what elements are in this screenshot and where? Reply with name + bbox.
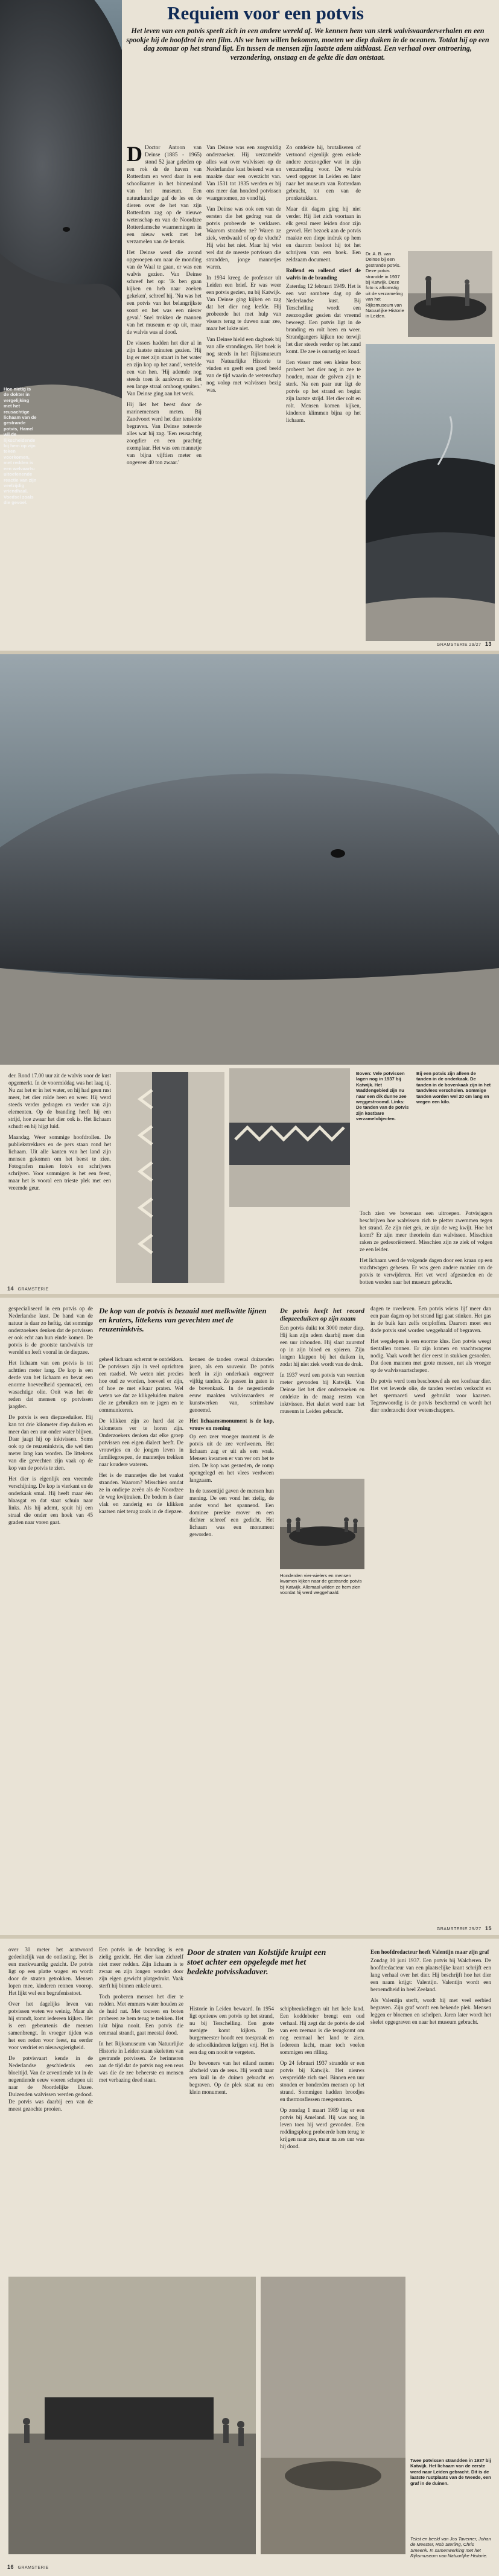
col3-para-3: Zaterdag 12 februari 1949. Het is een wat sombere dag op de Nederlandse kust. Bij Terschelling wordt een zeezoogdier gezien dat vreemd beweegt. Een potvis ligt in de branding en rolt heen en weer. Strandgangers kijken toe terwijl het dier steeds verder op het zand komt. De zee is onrustig en koud.: [286, 283, 361, 354]
colL-para-2: Maandag. Weer sommige hoofdrollen. De publiekstrekkers en de pers staan rond het lichaam. Uit alle kanten van het land zijn mensen gekomen om het beest te zien. Fotografen maken foto's en schrijvers schrijven. Voor sommigen is het een feest, maar het is vooral een trieste plek met een vreemde geur.: [8, 1134, 111, 1191]
col3-para-1: Zo ontdekte hij, brutaliseren of vertoond eigenlijk geen enkele andere zeezoogdier wat in zijn verzameling voor. De walvis werd opgezet in Leiden en later naar het museum van Rotterdam gebracht, tot een van de pronkstukken.: [286, 144, 361, 201]
folio-label: GRAMSTERIE: [17, 2566, 49, 2570]
col3-para-3: In de tussentijd gaven de mensen hun mening. De een vond het zielig, de ander vond het spannend. Een dominee preekte erover en een dichter schreef een gedicht. Het lichaam was een monument geworden.: [189, 1488, 274, 1537]
col2-para-2: Van Deinse was ook een van de eersten die het gedrag van de potvis probeerde te verklaren. Waarom stranden ze? Waren ze ziek, verdwaald of op de vlucht? Hij wist het niet. Maar hij wist wel dat de meeste potvissen die strandden, jonge mannetjes waren.: [206, 206, 281, 270]
procession-photo: [8, 2277, 256, 2554]
col1-para-2: Het lichaam van een potvis is tot achttien meter lang. De kop is een derde van het lichaam en bevat een enorme hoeveelheid spermaceti, een wasachtige olie. Ooit was het de reden dat mensen op potvissen jaagden.: [8, 1360, 93, 1409]
spread-page-14: [0, 654, 499, 1294]
caption-grave-photo: Twee potvissen strandden in 1937 bij Katwijk. Het lichaam van de eerste werd naar Leiden gebracht. Dit is de laatste rustplaats van de tweede, een graf in de duinen.: [410, 2458, 491, 2486]
caption-van-deinse-photo: Dr. A. B. van Deinse bij een gestrande potvis. Deze potvis strandde in 1937 bij Katwijk. Deze foto is afkomstig uit de verzameling van het Rijksmuseum van Natuurlijke Historie in Leiden.: [366, 251, 404, 319]
col1-para-2: Het Deinse werd die avond opgeroepen om naar de monding van de Waal te gaan, er was een walvis gezien. Van Deinse schreef het op: 'Ik ben gaan kijken en heb naar zoeken gekeken', schreef hij. 'Nu was het een potvis van het belangrijkste soort en het was een nieuw geval.' Snel trokken de mannen van het museum er op uit, maar de walvis was al dood.: [127, 249, 202, 335]
col2-para-2: Toch proberen mensen het dier te redden. Met emmers water houden ze de huid nat. Met touwen en boten proberen ze hem terug te trekken. Het lukt bijna nooit. Een potvis die eenmaal strandt, gaat meestal dood.: [99, 1994, 183, 2036]
col3-para-2: Maar dit dagen ging hij niet verder. Hij liet zich voortaan in elk geval meer leiden door zijn gevoel. Het bezoek aan de potvis maakte een diepe indruk op hem en daarom besloot hij tot het schrijven van een boek. Een zeldzaam document.: [286, 206, 361, 263]
column-4: [280, 1305, 364, 1418]
col5-para-3: De potvis werd toen beschouwd als een kostbaar dier. Het vet leverde olie, de tanden werden verkocht en het spermaceti werd gebruikt voor kaarsen. Tegenwoordig is de potvis beschermd en wordt het dier onderzocht door wetenschappers.: [370, 1378, 491, 1413]
folio-page-16: [7, 2564, 49, 2570]
col5-para-1: Zondag 10 juni 1937. Een potvis bij Walcheren. De hoofdredacteur van een plaatselijke krant schrijft een lang verhaal over het dier. Hij beschrijft hoe het dier een naam krijgt: Valentijn. Valentijn wordt een beroemdheid in heel Zeeland.: [370, 1957, 491, 1992]
col2-para-1: Een potvis in de branding is een zielig gezicht. Het dier kan zichzelf niet meer redden. Zijn lichaam is te zwaar en zijn longen worden door zijn eigen gewicht platgedrukt. Vaak sterft hij binnen enkele uren.: [99, 1946, 183, 1989]
page-number: 16: [7, 2564, 14, 2570]
col1-para-3: De vissers hadden het dier al in zijn laatste minuten gezien. 'Hij lag er met zijn staart in het water en zijn kop op het zand', vertelde een van hen. 'Hij ademde nog steeds toen ik aankwam en liet een lange straal omhoog spuiten.' Van Deinse ging aan het werk.: [127, 340, 202, 397]
column-1: [127, 144, 202, 470]
spread-page-13: [0, 0, 499, 651]
caption-jaw-photo: Boven: Vele potvissen lagen nog in 1937 bij Katwijk. Het Waddengebied zijn nu naar een dik dunne zee weggestroomd. Links: De tanden van de potvis zijn kostbare verzamelobjecten.: [356, 1071, 409, 1122]
caption-crowd-photo: Honderden vier-wielers en mensen kwamen kijken naar de gestrande potvis bij Katwijk. Allemaal wilden ze hem zien voordat hij werd weggehaald.: [280, 1573, 362, 1596]
van-deinse-photo: [408, 251, 492, 337]
article-intro: Het leven van een potvis speelt zich in een andere wereld af. We kennen hem van sterk walvisvaarderverhalen en een spookje hij de hoofdrol in een film. Als we hem willen bekomen, moeten we diep duiken in de oceanen. Totdat hij op een dag zomaar op het strand ligt. En tussen de mensen zijn laatste adem uitblaast. Een verhaal over ontroering, verzondering, onstaag en de gekte die dan ontstaat.: [126, 27, 489, 62]
col1-para-4: Het dier is eigenlijk een vreemde verschijning. De kop is vierkant en de onderkaak smal. Hij heeft maar één blaasgat en dat staat schuin naar links. Als hij ademt, spuit hij een straal die onder een hoek van 45 graden naar voren gaat.: [8, 1476, 93, 1525]
folio-label: GRAMSTERIE 29/27: [436, 1927, 482, 1931]
column-right: [360, 1210, 492, 1289]
grave-photo: [261, 2277, 405, 2554]
teeth-closeup-photo: [116, 1072, 224, 1283]
col2-para-3: Het is de mannetjes die het vaakst stranden. Waarom? Misschien omdat ze in ondiepe zeeën als de Noordzee de weg kwijtraken. De bodem is daar vlak en zanderig en de klikken kaatsen niet terug zoals in de diepzee.: [99, 1472, 183, 1514]
column-2: [99, 1946, 183, 2087]
column-3: [286, 144, 361, 427]
folio-page-14: [7, 1286, 49, 1292]
column-2: [206, 144, 281, 397]
col5-para-2: Als Valentijn sterft, wordt hij met veel eerbied begraven. Zijn graf wordt een bekende plek. Mensen leggen er bloemen en schelpen. Jaren later wordt het skelet opgegraven en naar het museum gebracht.: [370, 1997, 491, 2025]
col5-para-1: dagen te overleven. Een potvis wiens lijf meer dan een paar dagen op het strand ligt gaat stinken. Het gas in de buik kan zelfs ontploffen. Daarom moet een dode potvis snel worden weggehaald of begraven.: [370, 1306, 491, 1333]
folio-label: GRAMSTERIE 29/27: [436, 643, 482, 647]
col5-subheading: Een hoofdredacteur heeft Valentijn maar zijn graf: [370, 1949, 489, 1955]
col3-para-1: kennen de tanden overal duizenden jaren, als een souvenir. De potvis heeft in zijn onderkaak ongeveer vijftig tanden. Ze passen in gaten in de bovenkaak. In de negentiende eeuw maakten walvisvaarders er kunstwerken van, scrimshaw genoemd.: [189, 1356, 274, 1413]
column-1: [8, 1946, 93, 2116]
column-2: [99, 1356, 183, 1519]
col1-para-3: De potvis is een diepzeeduiker. Hij kan tot drie kilometer diep duiken en meer dan een uur onder water blijven. Daar jaagt hij op inktvissen. Soms ook op de reuzeninktvis, die wel tien meter lang kan worden. De littekens van die gevechten zijn vaak op de kop van de potvis te zien.: [8, 1414, 93, 1471]
folio-page-13: [437, 641, 492, 647]
col5-para-2: Het wegslepen is een enorme klus. Een potvis weegt tientallen tonnen. Er zijn kranen en vrachtwagens nodig. Vaak wordt het dier eerst in stukken gesneden. Dat doen mannen met grote messen, net als vroeger op de walvisvaartschepen.: [370, 1338, 491, 1373]
page-number: 15: [485, 1925, 492, 1931]
col4-para-3: Op zondag 1 maart 1989 lag er een potvis bij Ameland. Hij was nog in leven toen hij werd gevonden. Een reddingsploeg probeerde hem terug te krijgen naar zee, maar na zes uur was hij dood.: [280, 2107, 364, 2149]
col2-para-2: De klikken zijn zo hard dat ze kilometers ver te horen zijn. Onderzoekers denken dat elke groep potvissen een eigen dialect heeft. De vrouwtjes en de jongen leven in familiegroepen, de mannetjes trekken naar koudere wateren.: [99, 1418, 183, 1467]
folio-label: GRAMSTERIE: [17, 1287, 49, 1292]
col4-para-1: schipbreukelingen uit het hele land. Een koddebeier brengt een oud verhaal. Hij zegt dat de potvis de ziel van een zeeman is die terugkomt om nog eenmaal het land te zien. Iedereen lacht, maar toch voelen sommigen een rilling.: [280, 2006, 364, 2055]
col1-para-2: Over het dagelijks leven van potvissen weten we weinig. Maar als hij strandt, komt iedereen kijken. Het is een gebeurtenis die mensen samenbrengt. In vroeger tijden was het een reden voor feest, nu eerder voor verdriet en nieuwsgierigheid.: [8, 2001, 93, 2050]
dropcap: D: [127, 142, 142, 166]
column-3: [189, 1356, 274, 1541]
caption-teeth-photo: Bij een potvis zijn alleen de tanden in de onderkaak. De tanden in de bovenkaak zijn in het tandvlees verscholen. Sommige tanden worden wel 20 cm lang en wegen een kilo.: [416, 1071, 491, 1105]
pull-quote-1: De kop van de potvis is bezaaid met melkwitte lijnen en kraters, littekens van gevechten met de reuzeninktvis.: [99, 1306, 267, 1333]
spread-page-16: [0, 1939, 499, 2576]
col3-para-2: De bewoners van het eiland nemen afscheid van de reus. Hij wordt naar een kuil in de duinen gebracht en begraven. Op de plek staat nu een klein monument.: [189, 2060, 274, 2095]
column-left: [8, 1072, 111, 1195]
column-5: [370, 1946, 491, 2029]
col4-para-2: In 1937 werd een potvis van veertien meter gevonden bij Katwijk. Van Deinse liet het dier onderzoeken en ontdekte in de maag resten van inktvissen. Het skelet werd naar het museum in Leiden gebracht.: [280, 1372, 364, 1414]
pull-quote-1: Door de straten van Kolstijde kruipt een stoet achter een opgelegde met het bedekte potvisskadaver.: [187, 1948, 326, 1977]
col1-para-1: D Doctor Antoon van Deinse (1885 - 1965) stond 52 jaar geleden op een rok de de haven van Rotterdam en werd daar in een schoolkamer in het binnenland van het museum. Een natuurkundige gaf de les en de dieren over de het van zijn Rotterdam zag op de nieuwe wetenschap en van de Noordzee Rotterdamsche waarnemingen in een nieuw werk met het verzamelen van de kennis.: [127, 142, 202, 244]
col3-para-4: Een visser met een kleine boot probeert het dier nog in zee te houden, maar de golven zijn te sterk. Na een paar uur ligt de potvis op het strand en begint zijn laatste strijd. Het dier rolt en rolt. Mensen komen kijken, kinderen klimmen bijna op het lichaam.: [286, 359, 361, 423]
potvis-body-photo: [366, 344, 495, 641]
col2-para-1: Van Deinse was een zorgvuldig onderzoeker. Hij verzamelde alles wat over walvissen op de Nederlandse kust bekend was en maakte daar een overzicht van. Van 1531 tot 1935 werden er bij ons meer dan honderd potvissen waargenomen, zo vond hij.: [206, 144, 281, 201]
col2-para-3: In het Rijksmuseum van Natuurlijke Historie in Leiden staan skeletten van gestrande potvissen. Ze herinneren aan de tijd dat de potvis nog een reus was die de zee beheerste en mensen met verbazing deed staan.: [99, 2041, 183, 2083]
potvis-jaw-photo: [229, 1068, 350, 1207]
col3-para-1: Historie in Leiden bewaard. In 1954 ligt opnieuw een potvis op het strand, nu bij Terschelling. Een grote menigte komt kijken. De burgemeester houdt een toespraak en de schoolkinderen krijgen vrij. Het is een dag om nooit te vergeten.: [189, 2006, 274, 2055]
crowd-photo: [280, 1479, 364, 1569]
article-title: Requiem voor een potvis: [167, 2, 364, 24]
col2-para-1: geheel lichaam schermt te ontdekken. De potvissen zijn in veel opzichten een raadsel. We weten niet precies hoe oud ze worden, hoeveel er zijn, of hoe ze met elkaar praten. Wel weten we dat ze klikgeluiden maken die ze gebruiken om te jagen en te communiceren.: [99, 1356, 183, 1413]
col4-para-2: Op 24 februari 1937 strandde er een potvis bij Katwijk. Het nieuws verspreidde zich snel. Binnen een uur stonden er honderden mensen op het strand. Sommigen hadden broodjes en thermosflessen meegenomen.: [280, 2060, 364, 2102]
caption-head-photo: Hoe nietig is de dokter in vergelijking met het reusachtige lichaam van de gestrande potvis, Hamel wil de lijkscheidende bij hem op zijn teken voorkomen, met redden is een welvaarts-uitoefenende reactie van zijn veelzijdig vriendhaal. Voedsel zoals die gevoel.: [4, 386, 37, 506]
col1-para-1: gespecialiseerd in een potvis op de Nederlandse kust. De hand van de natuur is daar zo heftig, dat sommige onderzoekers denken dat de potvissen er ook echt aan hun einde komen. De potvis is de grootste tandwalvis ter wereld en leeft vooral in de diepzee.: [8, 1306, 93, 1355]
col1-para-3: De potvisvaart kende in de Nederlandse geschiedenis een bloeitijd. Van de zeventiende tot in de negentiende eeuw voeren schepen uit naar de Noordelijke IJszee. Duizenden walvissen werden gedood. De potvis was daarbij een van de meest gezochte prooien.: [8, 2055, 93, 2112]
col3-para-2: Op een zeer vroeger moment is de potvis uit de zee verdwenen. Het lichaam zag er uit als een wrak. Mensen kwamen er van ver om het te zien. De kop was gesneden, de romp opengelegd en het vlees verdween langzaam.: [189, 1433, 274, 1483]
folio-page-15: [437, 1925, 492, 1931]
col1-para-1: over 30 meter het aantwoord gedeeltelijk van de ontlasting. Het is een merkwaardig gezicht. De potvis ligt op een platte wagen en wordt door de straten getrokken. Mensen lopen mee, kinderen rennen voorop. Het lijkt wel een begrafenisstoet.: [8, 1946, 93, 1996]
potvis-full-photo: [0, 654, 499, 1065]
colR-para-1: Toch zien we bovenaan een uitroepen. Potvisjagers beschrijven hoe walvissen zich te pletter zwemmen tegen het strand. Ze zijn niet gek, ze zijn de weg kwijt. Hoe het komt? Er zijn meer theorieën dan walvissen. Misschien raken ze gedesoriënteerd. Misschien zijn ze ziek of volgen ze een leider.: [360, 1210, 492, 1252]
column-5: [370, 1305, 491, 1417]
potvis-head-photo: [0, 0, 122, 435]
col4-para-1: Een potvis duikt tot 3000 meter diep. Hij kan zijn adem daarbij meer dan een uur inhouden. Hij slaat zuurstof op in zijn bloed en spieren. Zijn longen klappen bij het duiken in, zodat hij niet ziek wordt van de druk.: [280, 1325, 364, 1367]
colR-para-2: Het lichaam werd de volgende dagen door een kraan op een vrachtwagen gehesen. Er was geen andere manier om de potvis te verwijderen. Het vet werd afgesneden en de botten werden naar het museum gebracht.: [360, 1257, 492, 1285]
spread-page-15: [0, 1298, 499, 1935]
column-1: [8, 1305, 93, 1529]
page-number: 14: [7, 1286, 14, 1292]
column-3: [189, 2005, 274, 2099]
col3-subheading: Rollend en rollend stierf de walvis in de branding: [286, 267, 361, 281]
article-credit: Tekst en beeld van Jos Taverner, Johan de Meester, Rob Sterling, Chris Smeenk. In samenwerking met het Rijksmuseum van Natuurlijke Historie.: [410, 2536, 491, 2559]
col4-subheading: De potvis heeft het record diepzeeduiken op zijn naam: [280, 1307, 364, 1322]
col1-para-4: Hij liet het beest door de marinemensen meten. Bij Zandvoort werd het dier tenslotte begraven. Van Deinse noteerde alles wat hij zag. 'Een reusachtig zoogdier en een prachtig exemplaar. Het was een mannetje van bijna vijftien meter en ongeveer 40 ton zwaar.': [127, 401, 202, 465]
col2-para-4: Van Deinse hield een dagboek bij van alle strandingen. Het boek is nog steeds in het Rijksmuseum van Natuurlijke Historie te vinden en geeft een goed beeld van de tijd waarin de wetenschap nog volop met walvissen bezig was.: [206, 336, 281, 393]
colL-para-1: der. Rond 17.00 uur zit de walvis voor de kust opgemerkt. In de voormiddag was het laag tij. Nu zat het er in het water, en hij had geen rust meer, het dier rolde heen en weer. Hij werd steeds verder gedragen en verder van zijn elementen. Op de branding heeft hij een strijd, hoe zwaar het dier ook is. Het lichaam schudt en hij hijgt luid.: [8, 1073, 111, 1129]
page-number: 13: [485, 641, 492, 647]
column-4: [280, 2005, 364, 2154]
col3-subheading: Het lichaamsmonument is de kop, vrouw en mening: [189, 1418, 274, 1431]
col2-para-3: In 1934 kreeg de professor uit Leiden een brief. Er was weer een potvis gezien, nu bij Katwijk. Van Deinse ging kijken en zag dat het dier nog leefde. Hij probeerde het met hulp van vissers terug te duwen naar zee, maar het lukte niet.: [206, 275, 281, 331]
